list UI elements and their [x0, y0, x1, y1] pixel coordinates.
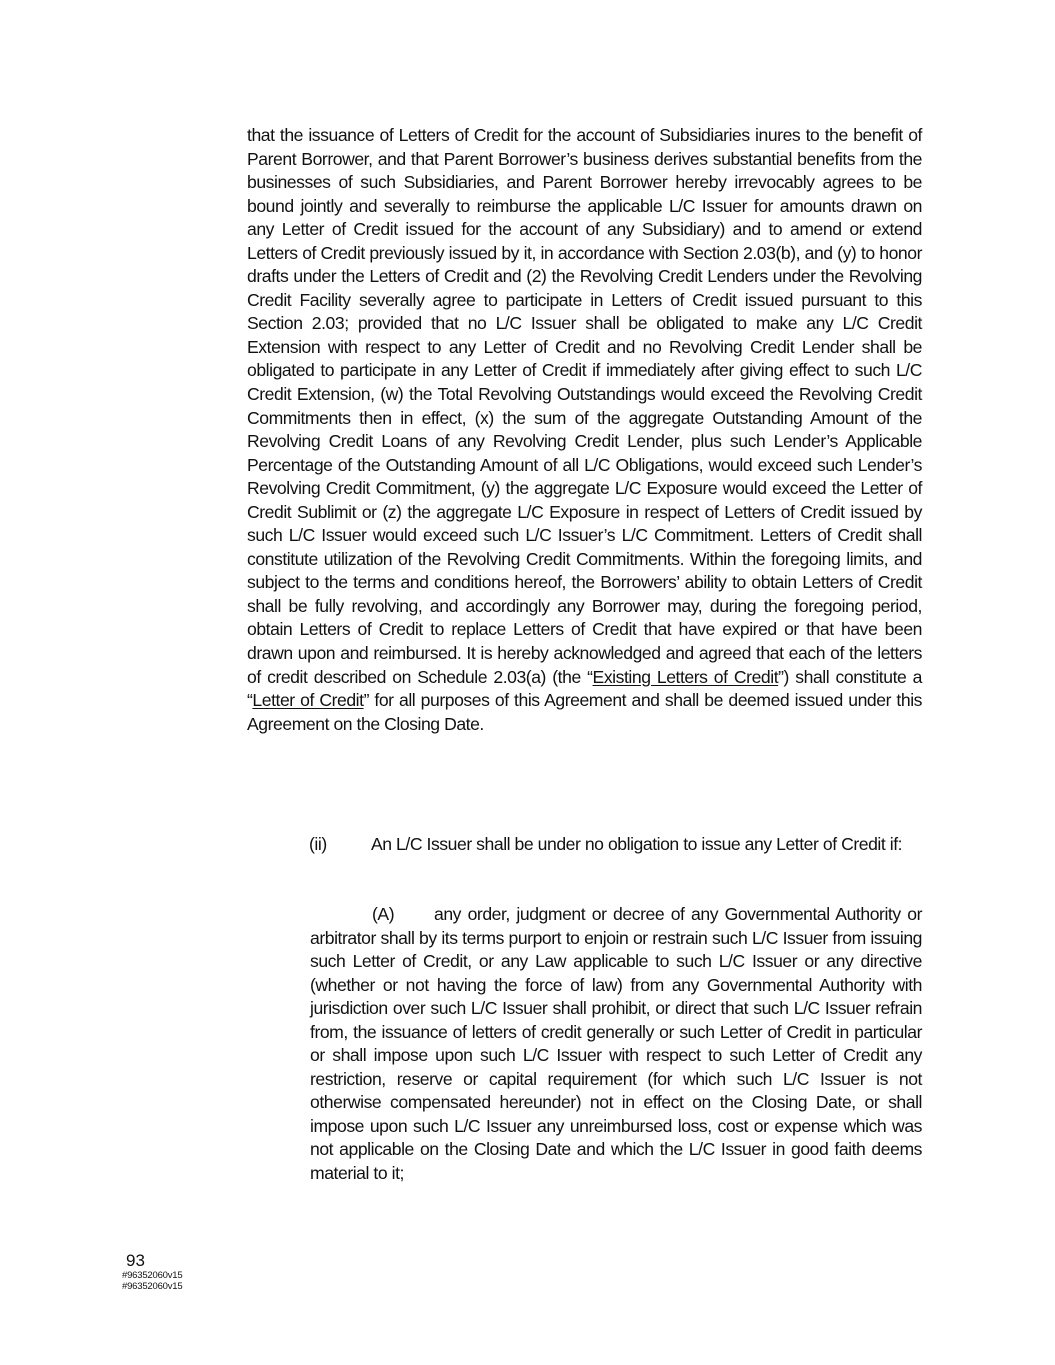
clause-text-a: any order, judgment or decree of any Governmental Authority or arbitrator shall by its terms purport to enjoin or restrain such L/C Issuer from issuing such Letter of Credit, or any Law applicable to such L/C Issuer or any directive (whether or not having the force of law) from any Governmental Authority with jurisdiction over such L/C Issuer shall prohibit, or direct that such L/C Issuer refrain from, the issuance of letters of credit generally or such Letter of Credit in particular or shall impose upon such L/C Issuer with respect to such Letter of Credit any restriction, reserve or capital requirement (for which such L/C Issuer is not otherwise compensated hereunder) not in effect on the Closing Date, or shall impose upon such L/C Issuer any unreimbursed loss, cost or expense which was not applicable on the Closing Date and which the L/C Issuer in good faith deems material to it; [310, 904, 922, 1184]
page-footer [122, 1252, 182, 1292]
paragraph-clause-ii [247, 833, 922, 857]
paragraph-letters-of-credit-continuation [247, 124, 922, 736]
paragraph-text: that the issuance of Letters of Credit for the account of Subsidiaries inures to the benefit of Parent Borrower, and that Parent Borrower’s business derives substantial benefits from the businesses of such Subsidiaries, and Parent Borrower hereby irrevocably agrees to be bound jointly and severally to reimburse the applicable L/C Issuer for amounts drawn on any Letter of Credit issued for the account of any Subsidiary) and to amend or extend Letters of Credit previously issued by it, in accordance with Section 2.03(b), and (y) to honor drafts under the Letters of Credit and (2) the Revolving Credit Lenders under the Revolving Credit Facility severally agree to participate in Letters of Credit issued pursuant to this Section 2.03; provided that no L/C Issuer shall be obligated to make any L/C Credit Extension with respect to any Letter of Credit and no Revolving Credit Lender shall be obligated to participate in any Letter of Credit if immediately after giving effect to such L/C Credit Extension, (w) the Total Revolving Outstandings would exceed the Revolving Credit Commitments then in effect, (x) the sum of the aggregate Outstanding Amount of the Revolving Credit Loans of any Revolving Credit Lender, plus such Lender’s Applicable Percentage of the Outstanding Amount of all L/C Obligations, would exceed such Lender’s Revolving Credit Commitment, (y) the aggregate L/C Exposure would exceed the Letter of Credit Sublimit or (z) the aggregate L/C Exposure in respect of Letters of Credit issued by such L/C Issuer would exceed such L/C Issuer’s L/C Commitment. Letters of Credit shall constitute utilization of the Revolving Credit Commitments. Within the foregoing limits, and subject to the terms and conditions hereof, the Borrowers’ ability to obtain Letters of Credit shall be fully revolving, and accordingly any Borrower may, during the foregoing period, obtain Letters of Credit to replace Letters of Credit that have expired or that have been drawn upon and reimbursed. It is hereby acknowledged and agreed that each of the letters of credit described on Schedule 2.03(a) (the “ [247, 125, 922, 687]
paragraph-text: ”) shall constitute a “ [247, 666, 922, 711]
document-id: #96352060v15 [122, 1281, 183, 1292]
paragraph-text: ” for all purposes of this Agreement and shall be deemed issued under this Agreement on the Closing Date. [247, 690, 922, 734]
defined-term-letter-of-credit: Letter of Credit [252, 690, 364, 711]
page-number: 93 [126, 1251, 145, 1270]
clause-text-ii: An L/C Issuer shall be under no obligation to issue any Letter of Credit if: [371, 834, 903, 854]
clause-label-a: (A) [372, 904, 395, 924]
document-id: #96352060v15 [122, 1270, 183, 1281]
defined-term-existing-letters-of-credit: Existing Letters of Credit [592, 666, 779, 687]
clause-label-ii: (ii) [309, 834, 327, 854]
paragraph-clause-a [310, 903, 922, 1186]
